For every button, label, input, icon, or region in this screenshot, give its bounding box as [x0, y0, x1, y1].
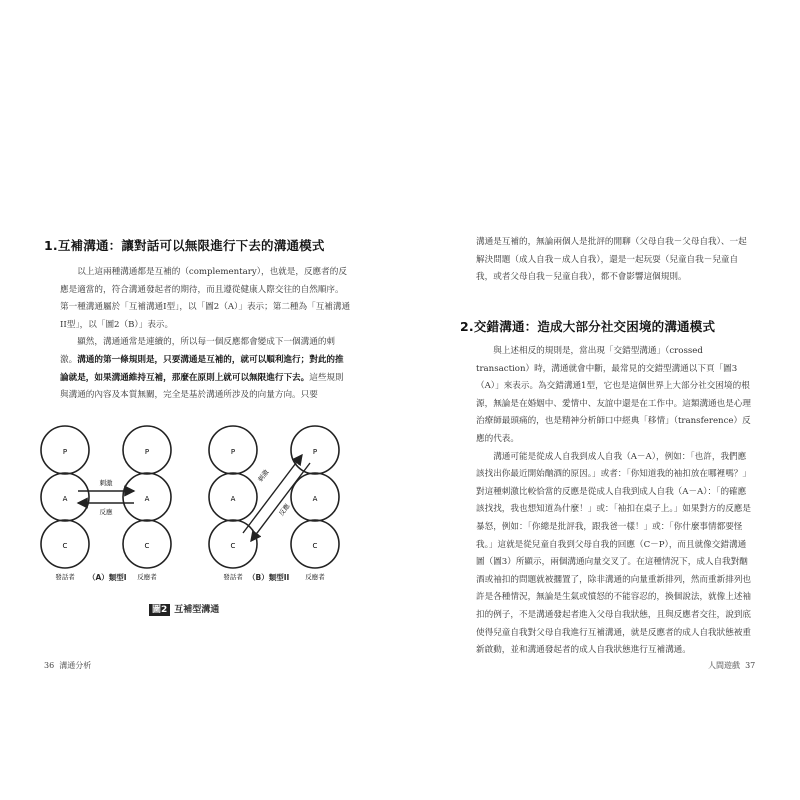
caption-type-1: （A）類型I	[88, 573, 127, 582]
right-paragraph-1: 與上述相反的規則是，當出現「交錯型溝通」（crossed transaction）時，溝通就會中斷，最常見的交錯型溝通以下頁「圖3（A）」來表示。為交錯溝通1型，它也是這個世界上大部分社交困境的根源，無論是在婚姻中、愛情中、友誼中還是在工作中。這類溝通也是心理治療師最頭痛的，也是精神分析師口中經典「移情」（transference）反應的代表。	[476, 346, 752, 444]
label-b-left-c: C	[230, 542, 236, 550]
label-b-left-a: A	[230, 495, 236, 503]
right-page	[400, 0, 800, 800]
right-paragraph-2: 溝通可能是從成人自我到成人自我（A－A），例如：「也許，我們應該找出你最近開始酗酒的原因。」或者：「你知道我的袖扣放在哪裡嗎？」對這種刺激比較恰當的反應是從成人自我到成人自我（A－A）：「的確應該找找，我也想知道為什麼！」或：「袖扣在桌子上。」如果對方的反應是暴怒，例如：「你總是批評我，跟我爸一樣！」或：「你什麼事情都要怪我。」這就是從兒童自我到父母自我的回應（C－P），而且就像交錯溝通圖（圖3）所顯示，兩個溝通向量交叉了。在這種情況下，成人自我對酗酒或袖扣的問題就被擱置了，除非溝通的向量重新排列，然而重新排列也許是各種情況，無論是生氣或憤怒的不能容忍的，換個說法，就像上述袖扣的例子，不是溝通發起者進入父母自我狀態，且與反應者交往，說到底使得兒童自我對父母自我進行互補溝通，就是反應者的成人自我狀態被重新啟動，並和溝通發起者的成人自我狀態進行互補溝通。	[476, 451, 752, 656]
responder-label-a: 反應者	[137, 573, 157, 581]
caption-type-2: （B）類型II	[248, 573, 290, 582]
right-top-text	[476, 234, 752, 287]
figure-2-number: 圖2	[149, 604, 170, 616]
label-a-right-p: P	[144, 448, 150, 456]
response-label-a: 反應	[99, 508, 113, 516]
response-label-b: 反應	[277, 502, 292, 518]
running-head-left: 溝通分析	[59, 661, 92, 670]
left-paragraph-2	[60, 334, 352, 404]
figure-2-diagram	[40, 425, 340, 585]
left-paragraph-2-start: 顯然，溝通通常是連續的，所以每一個反應都會變成下一個溝通的刺激。	[60, 337, 336, 365]
stimulus-label-a: 刺激	[99, 479, 113, 487]
label-a-right-a: A	[144, 495, 150, 503]
label-b-right-p: P	[312, 448, 318, 456]
left-folio	[44, 660, 91, 671]
stimulus-label-b: 刺激	[256, 468, 271, 484]
diagram-a	[41, 426, 171, 581]
left-paragraph-2-bold: 溝通的第一條規則是，只要溝通是互補的，就可以順利進行；對此的推論就是，如果溝通維持互補，那麼在原則上就可以無限進行下去。	[60, 354, 344, 383]
label-a-left-c: C	[62, 542, 68, 550]
section-heading-1: 1.互補溝通：讓對話可以無限進行下去的溝通模式	[44, 238, 325, 253]
right-body-text	[476, 343, 752, 660]
stimulus-arrow-b	[243, 455, 302, 533]
initiator-label-a: 發話者	[55, 573, 75, 581]
label-a-right-c: C	[144, 542, 150, 550]
figure-2-title	[149, 602, 219, 615]
left-body-text	[60, 264, 352, 405]
label-a-left-p: P	[62, 448, 68, 456]
responder-label-b: 反應者	[305, 573, 325, 581]
label-b-right-c: C	[312, 542, 318, 550]
right-folio	[708, 660, 755, 671]
running-head-right: 人間遊戲	[708, 661, 740, 670]
left-paragraph-1: 以上這兩種溝通都是互補的（complementary），也就是，反應者的反應是適當的，符合溝通發起者的期待，而且遵從健康人際交往的自然順序。第一種溝通屬於「互補溝通I型」，以「圖2（A）」表示；第二種為「互補溝通II型」，以「圖2（B）」表示。	[60, 267, 351, 330]
figure-2-title-text: 互補型溝通	[174, 605, 220, 615]
page-number-left: 36	[44, 661, 55, 670]
initiator-label-b: 發話者	[223, 573, 243, 581]
label-b-left-p: P	[230, 448, 236, 456]
section-heading-2: 2.交錯溝通：造成大部分社交困境的溝通模式	[460, 319, 716, 334]
page-number-right: 37	[745, 661, 756, 670]
right-top-paragraph: 溝通是互補的，無論兩個人是批評的閒聊（父母自我－父母自我）、一起解決問題（成人自我－成人自我），還是一起玩耍（兒童自我－兒童自我，或者父母自我－兒童自我），都不會影響這個規則。	[476, 237, 747, 283]
diagram-b	[209, 426, 339, 581]
label-b-right-a: A	[312, 495, 318, 503]
left-paragraph-2-end: 這些規則與溝通的內容及本質無關，完全是基於溝通所涉及的向量方向。只要	[60, 372, 344, 401]
label-a-left-a: A	[62, 495, 68, 503]
